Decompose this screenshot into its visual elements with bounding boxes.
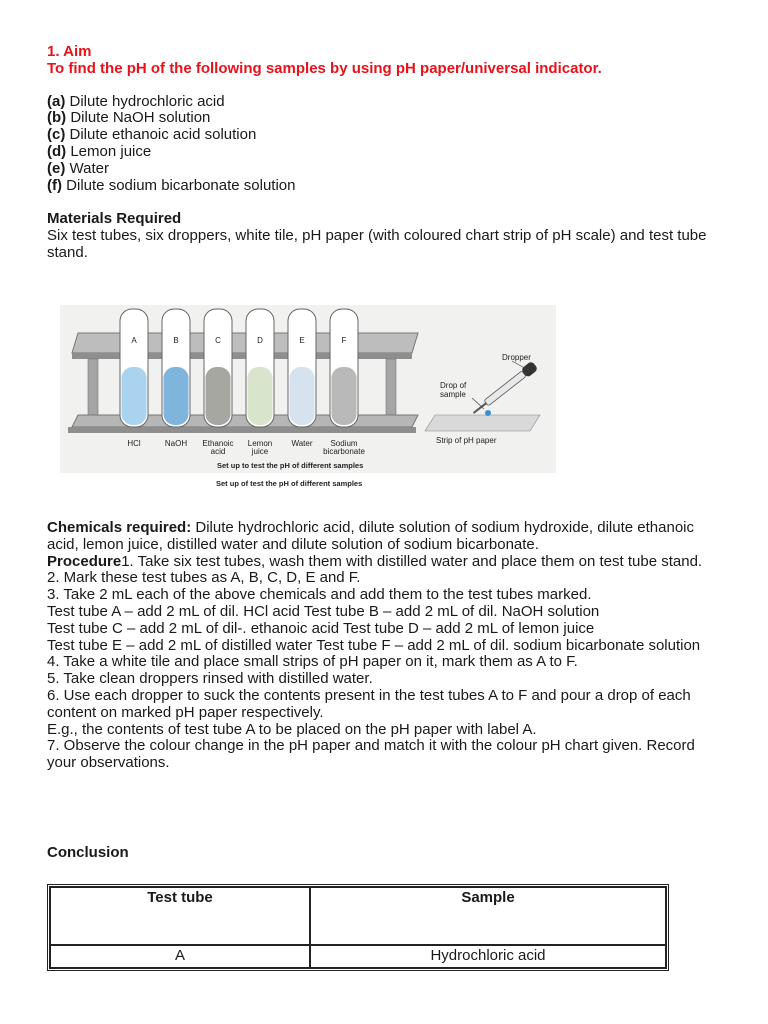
sample-list [47,94,727,195]
tube-label: Ethanoic [202,439,234,448]
sample-text: Dilute ethanoic acid solution [69,126,257,144]
document-body [47,44,727,262]
tube-label: NaOH [164,439,188,448]
ph-paper-strip [425,415,540,431]
chemicals-paragraph [47,520,727,554]
procedure-line: Test tube A – add 2 mL of dil. HCl acid Test tube B – add 2 mL of dil. NaOH solution [47,602,600,620]
rack-leg [386,359,396,419]
materials-text: Six test tubes, six droppers, white tile, pH paper (with coloured chart strip of pH scale) and test tube stand. [47,227,707,261]
strip-label: Strip of pH paper [436,436,497,445]
tube-label: HCl [127,439,141,448]
figure-caption: Set up of test the pH of different samples [216,479,363,488]
procedure-line: 5. Take clean droppers rinsed with distilled water. [47,670,373,688]
tube-liquid [122,367,147,425]
procedure-line: 2. Mark these test tubes as A, B, C, D, E and F. [47,569,361,587]
tube-liquid [248,367,273,425]
procedure-first [47,554,727,571]
table-header-row [50,887,666,945]
rack-leg [88,359,98,419]
table-header-cell: Test tube [50,887,310,945]
table-cell: A [50,945,310,968]
tube-liquid [164,367,189,425]
observation-table-wrap [47,884,669,966]
list-item [47,94,727,111]
tube-liquid [206,367,231,425]
list-item [47,127,727,144]
tube-label: Water [291,439,313,448]
tube-letter: E [299,336,305,345]
setup-figure [60,305,556,495]
procedure-line: Test tube E – add 2 mL of distilled water Test tube F – add 2 mL of dil. sodium bicarbonate solution [47,636,701,654]
procedure-heading: Procedure [47,552,122,570]
conclusion-heading: Conclusion [47,844,129,861]
tube-letter: B [173,336,179,345]
tube-label: bicarbonate [323,447,365,456]
figure-caption-inner: Set up to test the pH of different samples [217,461,364,470]
tube-letter: F [341,336,347,345]
procedure-line: 4. Take a white tile and place small strips of pH paper on it, mark them as A to F. [47,653,578,671]
list-item [47,144,727,161]
tube-label: Lemon [247,439,273,448]
tube-label: Sodium [330,439,358,448]
tube-liquid [290,367,315,425]
sample-tag: (b) [47,109,67,127]
sample-text: Dilute NaOH solution [70,109,211,127]
tube-liquid [332,367,357,425]
tube-letter: A [131,336,137,345]
aim-statement: To find the pH of the following samples by using pH paper/universal indicator. [47,59,602,77]
sample-text: Dilute sodium bicarbonate solution [66,176,296,194]
table-cell: Hydrochloric acid [310,945,666,968]
tube-letter: C [215,336,221,345]
list-item [47,161,727,178]
method-section [47,520,727,772]
tube-label: juice [251,447,269,456]
dropper-label: Dropper [502,353,531,362]
tube-letter: D [257,336,263,345]
sample-text: Dilute hydrochloric acid [69,92,225,110]
chemicals-heading: Chemicals required: [47,519,192,536]
drop-of-sample [485,410,491,416]
rack-base-edge [68,427,416,433]
sample-tag: (e) [47,159,66,177]
observation-table [47,884,669,971]
sample-label: sample [440,390,466,399]
chemicals-text: Dilute hydrochloric acid, dilute solution of sodium hydroxide, dilute ethanoic acid, lemon juice, distilled water and dilute solution of sodium bicarbonate. [47,519,694,553]
procedure-line: 7. Observe the colour change in the pH paper and match it with the colour pH chart given. Record your observations. [47,737,695,772]
sample-tag: (a) [47,92,66,110]
list-item [47,178,727,195]
procedure-line: Test tube C – add 2 mL of dil-. ethanoic acid Test tube D – add 2 mL of lemon juice [47,619,595,637]
aim-heading: 1. Aim [47,43,92,60]
sample-tag: (d) [47,142,67,160]
tube-label: acid [210,447,226,456]
sample-tag: (c) [47,126,66,144]
procedure-line: E.g., the contents of test tube A to be placed on the pH paper with label A. [47,720,537,738]
materials-heading: Materials Required [47,210,182,228]
list-item [47,110,727,127]
drop-label: Drop of [440,381,467,390]
sample-text: Lemon juice [70,142,152,160]
sample-tag: (f) [47,176,62,194]
sample-text: Water [69,159,109,177]
table-row [50,945,666,968]
procedure-line: 6. Use each dropper to suck the contents present in the test tubes A to F and pour a drop of each content on marked pH paper respectively. [47,686,691,721]
procedure-step-1: 1. Take six test tubes, wash them with distilled water and place them on test tube stand. [121,552,703,570]
table-header-cell: Sample [310,887,666,945]
setup-illustration [60,305,556,495]
procedure-line: 3. Take 2 mL each of the above chemicals and add them to the test tubes marked. [47,586,592,604]
